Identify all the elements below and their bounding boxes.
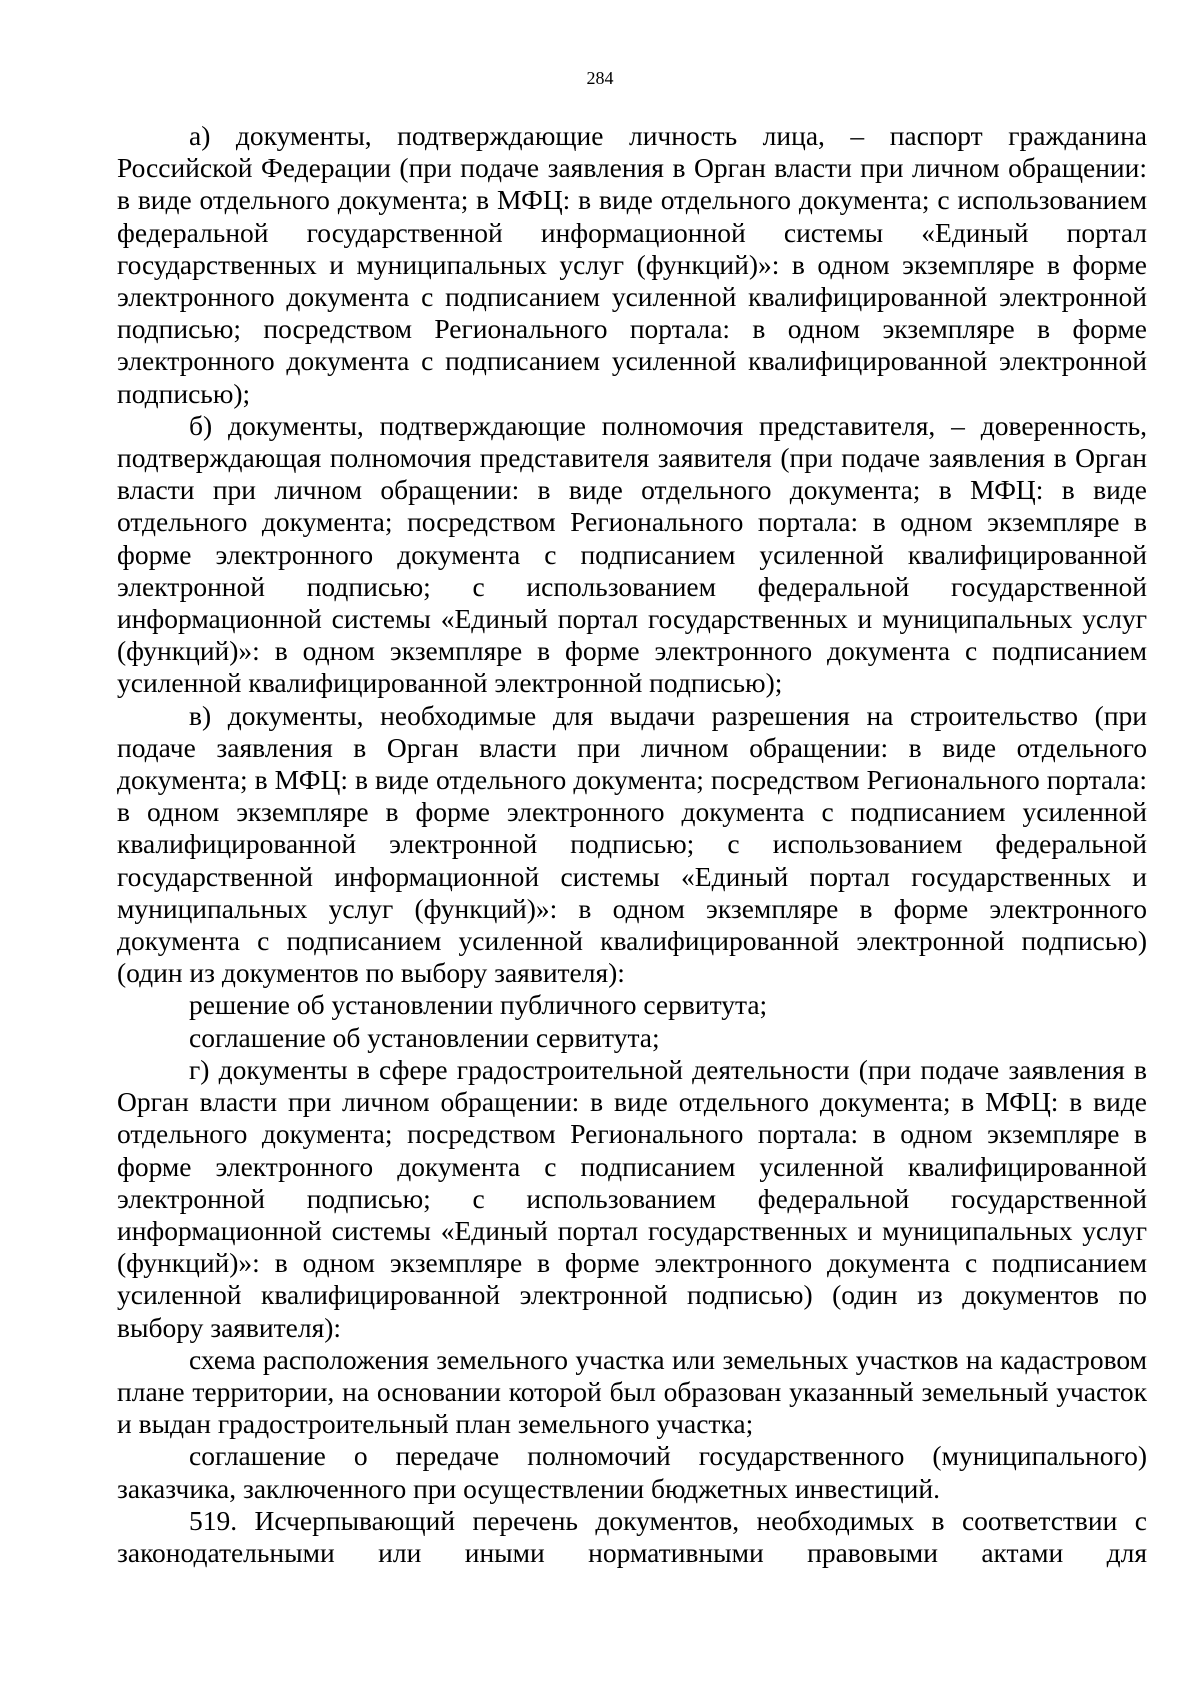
paragraph-519: 519. Исчерпывающий перечень документов, необходимых в соответствии с законодательными или иными нормативными правовыми актами для bbox=[117, 1504, 1147, 1568]
list-item-authority-transfer-agreement: соглашение о передаче полномочий государственного (муниципального) заказчика, заключенного при осуществлении бюджетных инвестиций. bbox=[117, 1440, 1147, 1504]
paragraph-g-urban-planning-documents: г) документы в сфере градостроительной деятельности (при подаче заявления в Орган власти при личном обращении: в виде отдельного документа; в МФЦ: в виде отдельного документа; посредством Регионального портала: в одном экземпляре в форме электронного документа с подписанием усиленной квалифицированной электронной подписью; с использованием федеральной государственной информационной системы «Единый портал государственных и муниципальных услуг (функций)»: в одном экземпляре в форме электронного документа с подписанием усиленной квалифицированной электронной подписью) (один из документов по выбору заявителя): bbox=[117, 1053, 1147, 1343]
page-number: 284 bbox=[586, 68, 614, 88]
list-item-easement-agreement: соглашение об установлении сервитута; bbox=[189, 1021, 660, 1053]
document-body bbox=[117, 120, 1147, 1569]
paragraph-b-representative-authority: б) документы, подтверждающие полномочия представителя, – доверенность, подтверждающая полномочия представителя заявителя (при подаче заявления в Орган власти при личном обращении: в виде отдельного документа; в МФЦ: в виде отдельного документа; посредством Регионального портала: в одном экземпляре в форме электронного документа с подписанием усиленной квалифицированной электронной подписью; с использованием федеральной государственной информационной системы «Единый портал государственных и муниципальных услуг (функций)»: в одном экземпляре в форме электронного документа с подписанием усиленной квалифицированной электронной подписью); bbox=[117, 409, 1147, 699]
paragraph-a-identity-documents: а) документы, подтверждающие личность лица, – паспорт гражданина Российской Федерации (при подаче заявления в Орган власти при личном обращении: в виде отдельного документа; в МФЦ: в виде отдельного документа; с использованием федеральной государственной информационной системы «Единый портал государственных и муниципальных услуг (функций)»: в одном экземпляре в форме электронного документа с подписанием усиленной квалифицированной электронной подписью; посредством Регионального портала: в одном экземпляре в форме электронного документа с подписанием усиленной квалифицированной электронной подписью); bbox=[117, 120, 1147, 409]
list-item-public-easement: решение об установлении публичного сервитута; bbox=[189, 989, 768, 1021]
list-item-land-plot-scheme: схема расположения земельного участка или земельных участков на кадастровом плане территории, на основании которой был образован указанный земельный участок и выдан градостроительный план земельного участка; bbox=[117, 1343, 1147, 1440]
paragraph-v-construction-permit-documents: в) документы, необходимые для выдачи разрешения на строительство (при подаче заявления в Орган власти при личном обращении: в виде отдельного документа; в МФЦ: в виде отдельного документа; посредством Регионального портала: в одном экземпляре в форме электронного документа с подписанием усиленной квалифицированной электронной подписью; с использованием федеральной государственной информационной системы «Единый портал государственных и муниципальных услуг (функций)»: в одном экземпляре в форме электронного документа с подписанием усиленной квалифицированной электронной подписью) (один из документов по выбору заявителя): bbox=[117, 699, 1147, 989]
